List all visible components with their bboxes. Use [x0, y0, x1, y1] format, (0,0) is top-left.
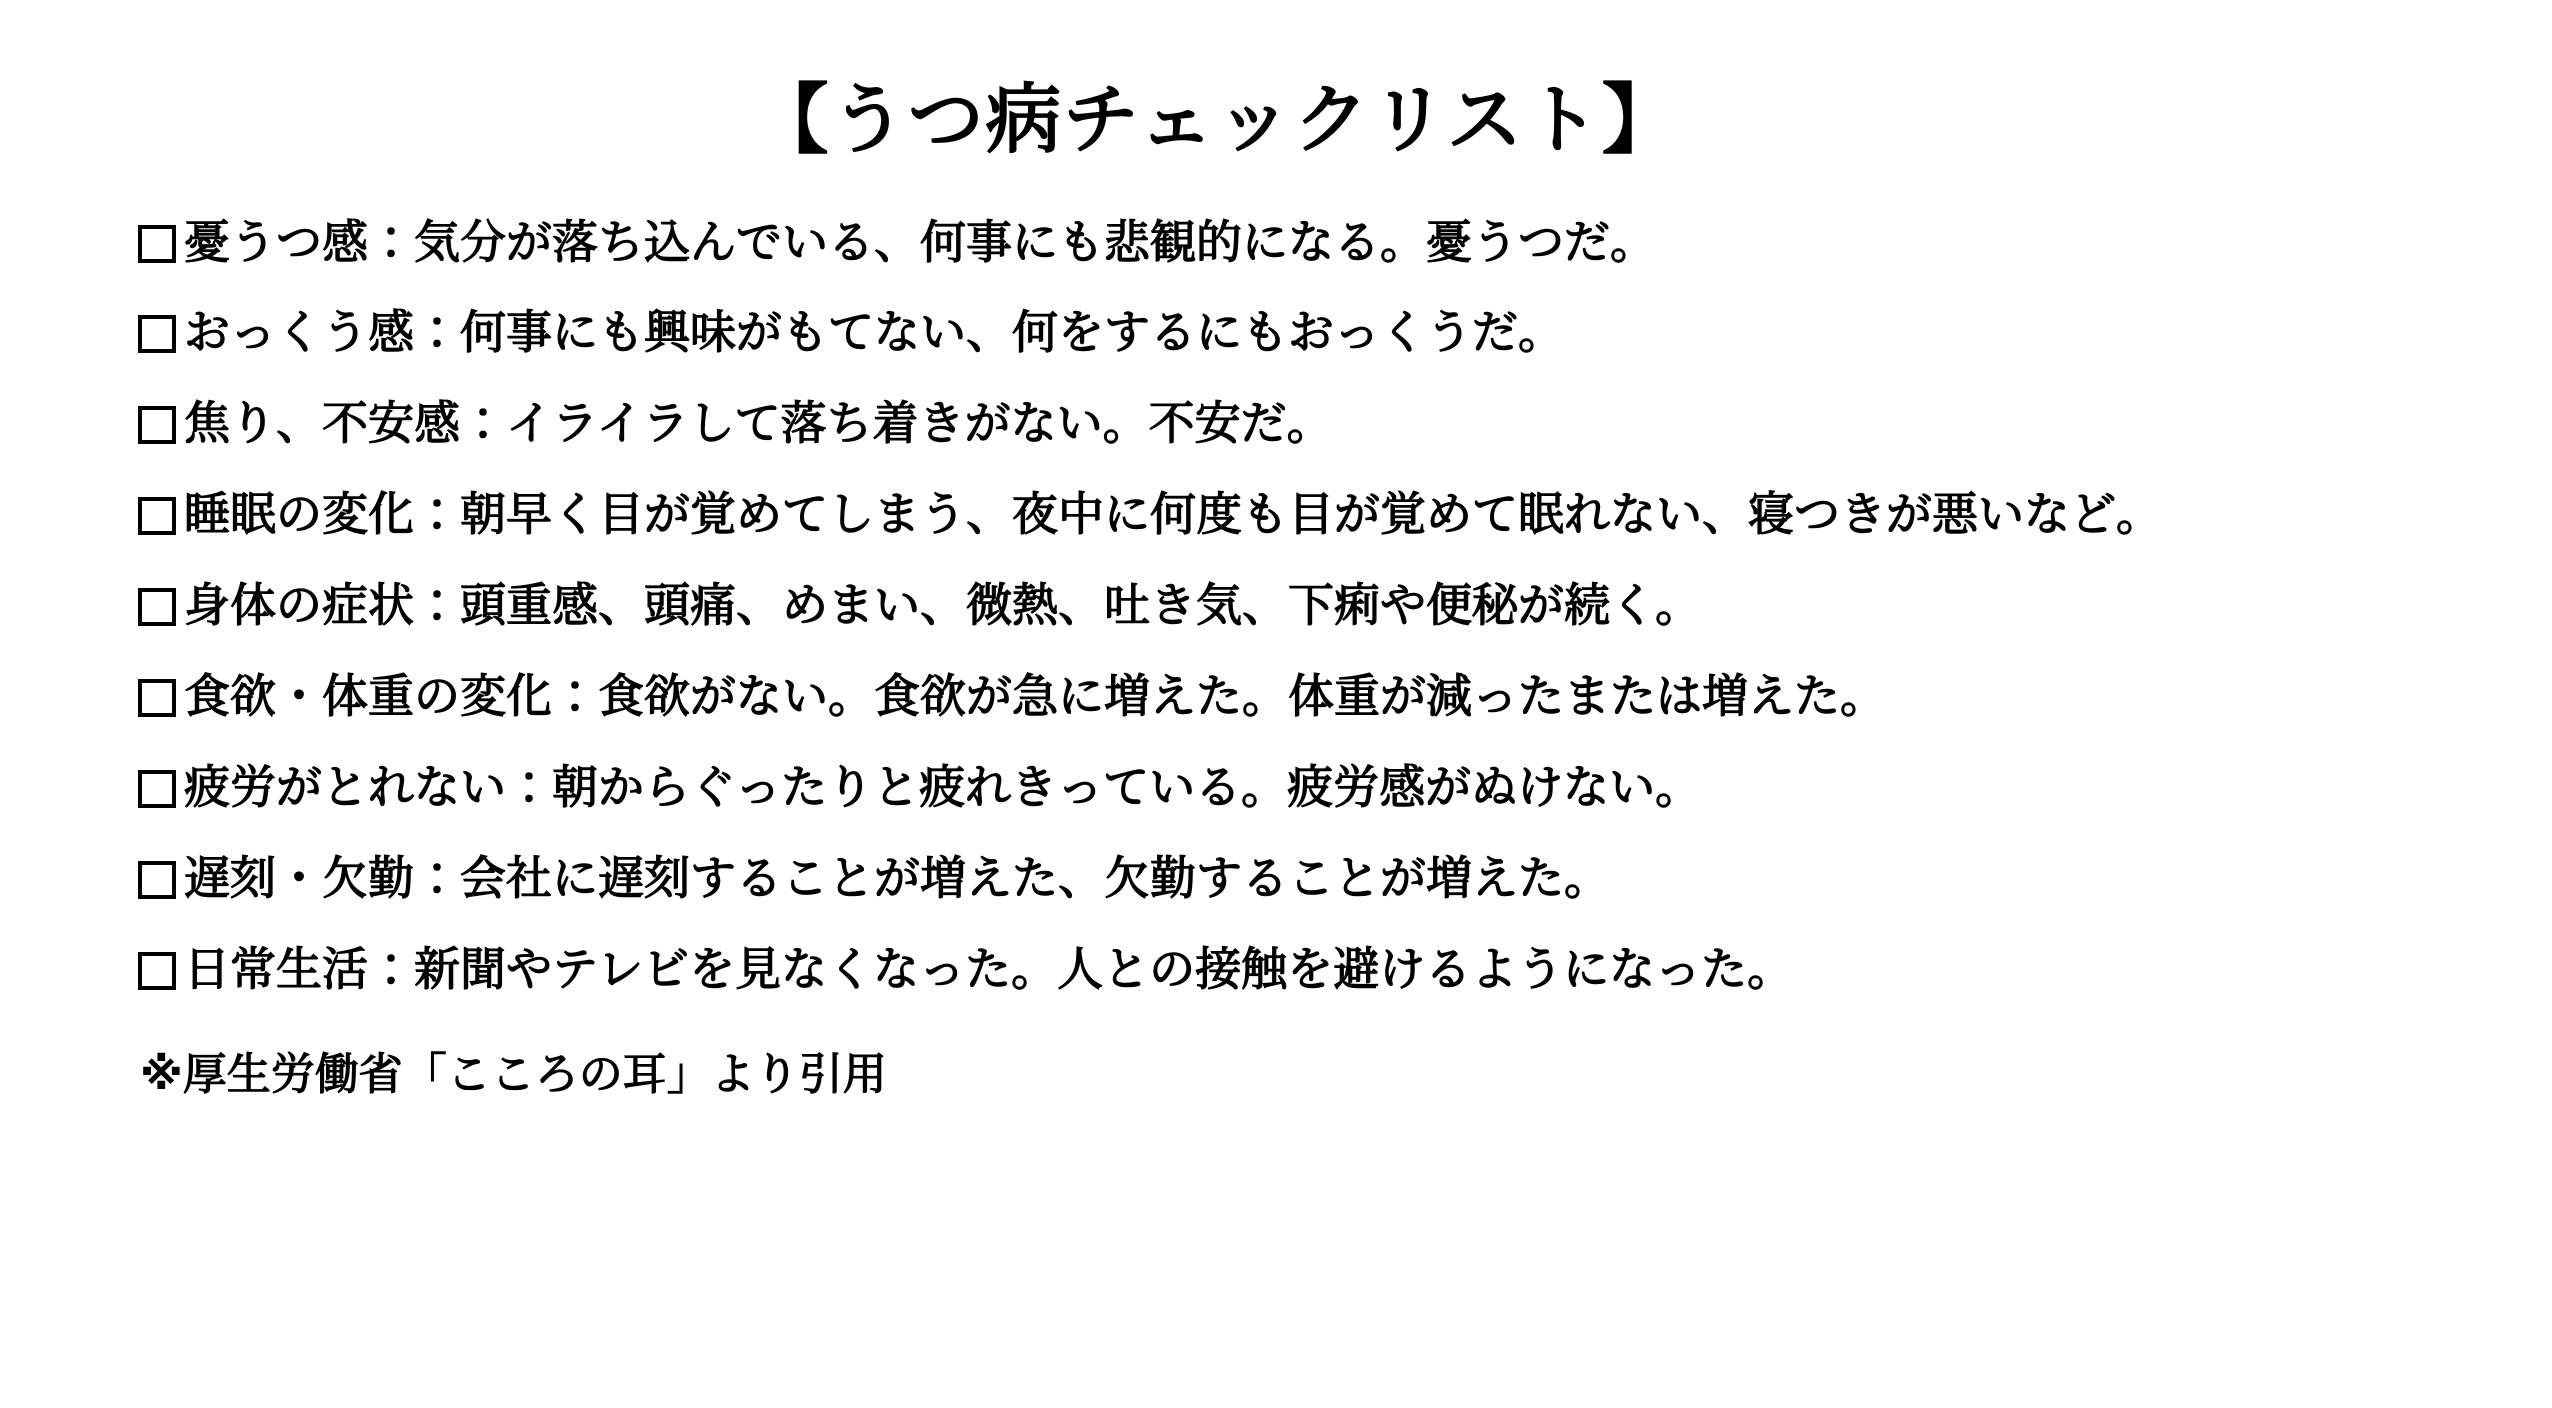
checkbox-item-5[interactable] [138, 588, 176, 626]
list-item-label: 日常生活：新聞やテレビを見なくなった。人との接触を避けるようになった。 [184, 941, 1794, 996]
checkbox-item-9[interactable] [138, 952, 176, 990]
list-item-label: 憂うつ感：気分が落ち込んでいる、何事にも悲観的になる。憂うつだ。 [184, 214, 1656, 269]
checkbox-item-7[interactable] [138, 770, 176, 808]
list-item[interactable] [0, 579, 2552, 632]
source-note: ※厚生労働省「こころの耳」より引用 [140, 1048, 887, 1100]
list-item[interactable] [0, 306, 2552, 359]
list-item-label: 食欲・体重の変化：食欲がない。食欲が急に増えた。体重が減ったまたは増えた。 [184, 669, 1886, 724]
checkbox-item-6[interactable] [138, 679, 176, 717]
checkbox-item-4[interactable] [138, 497, 176, 535]
checklist [0, 216, 2552, 996]
list-item-label: 疲労がとれない：朝からぐったりと疲れきっている。疲労感がぬけない。 [184, 759, 1702, 814]
page-title: 【うつ病チェックリスト】 [752, 75, 1680, 164]
list-item-label: おっくう感：何事にも興味がもてない、何をするにもおっくうだ。 [184, 305, 1564, 360]
list-item[interactable] [0, 761, 2552, 814]
list-item-label: 焦り、不安感：イライラして落ち着きがない。不安だ。 [184, 396, 1333, 451]
checkbox-item-8[interactable] [138, 861, 176, 899]
list-item[interactable] [0, 216, 2552, 269]
checkbox-item-2[interactable] [138, 315, 176, 353]
list-item-label: 遅刻・欠勤：会社に遅刻することが増えた、欠勤することが増えた。 [184, 850, 1610, 905]
checkbox-item-3[interactable] [138, 406, 176, 444]
list-item[interactable] [0, 852, 2552, 905]
list-item[interactable] [0, 397, 2552, 450]
checkbox-item-1[interactable] [138, 225, 176, 263]
list-item-label: 睡眠の変化：朝早く目が覚めてしまう、夜中に何度も目が覚めて眠れない、寝つきが悪いなど。 [184, 487, 2162, 542]
list-item[interactable] [0, 488, 2552, 541]
list-item[interactable] [0, 943, 2552, 996]
list-item-label: 身体の症状：頭重感、頭痛、めまい、微熱、吐き気、下痢や便秘が続く。 [184, 578, 1702, 633]
list-item[interactable] [0, 670, 2552, 723]
